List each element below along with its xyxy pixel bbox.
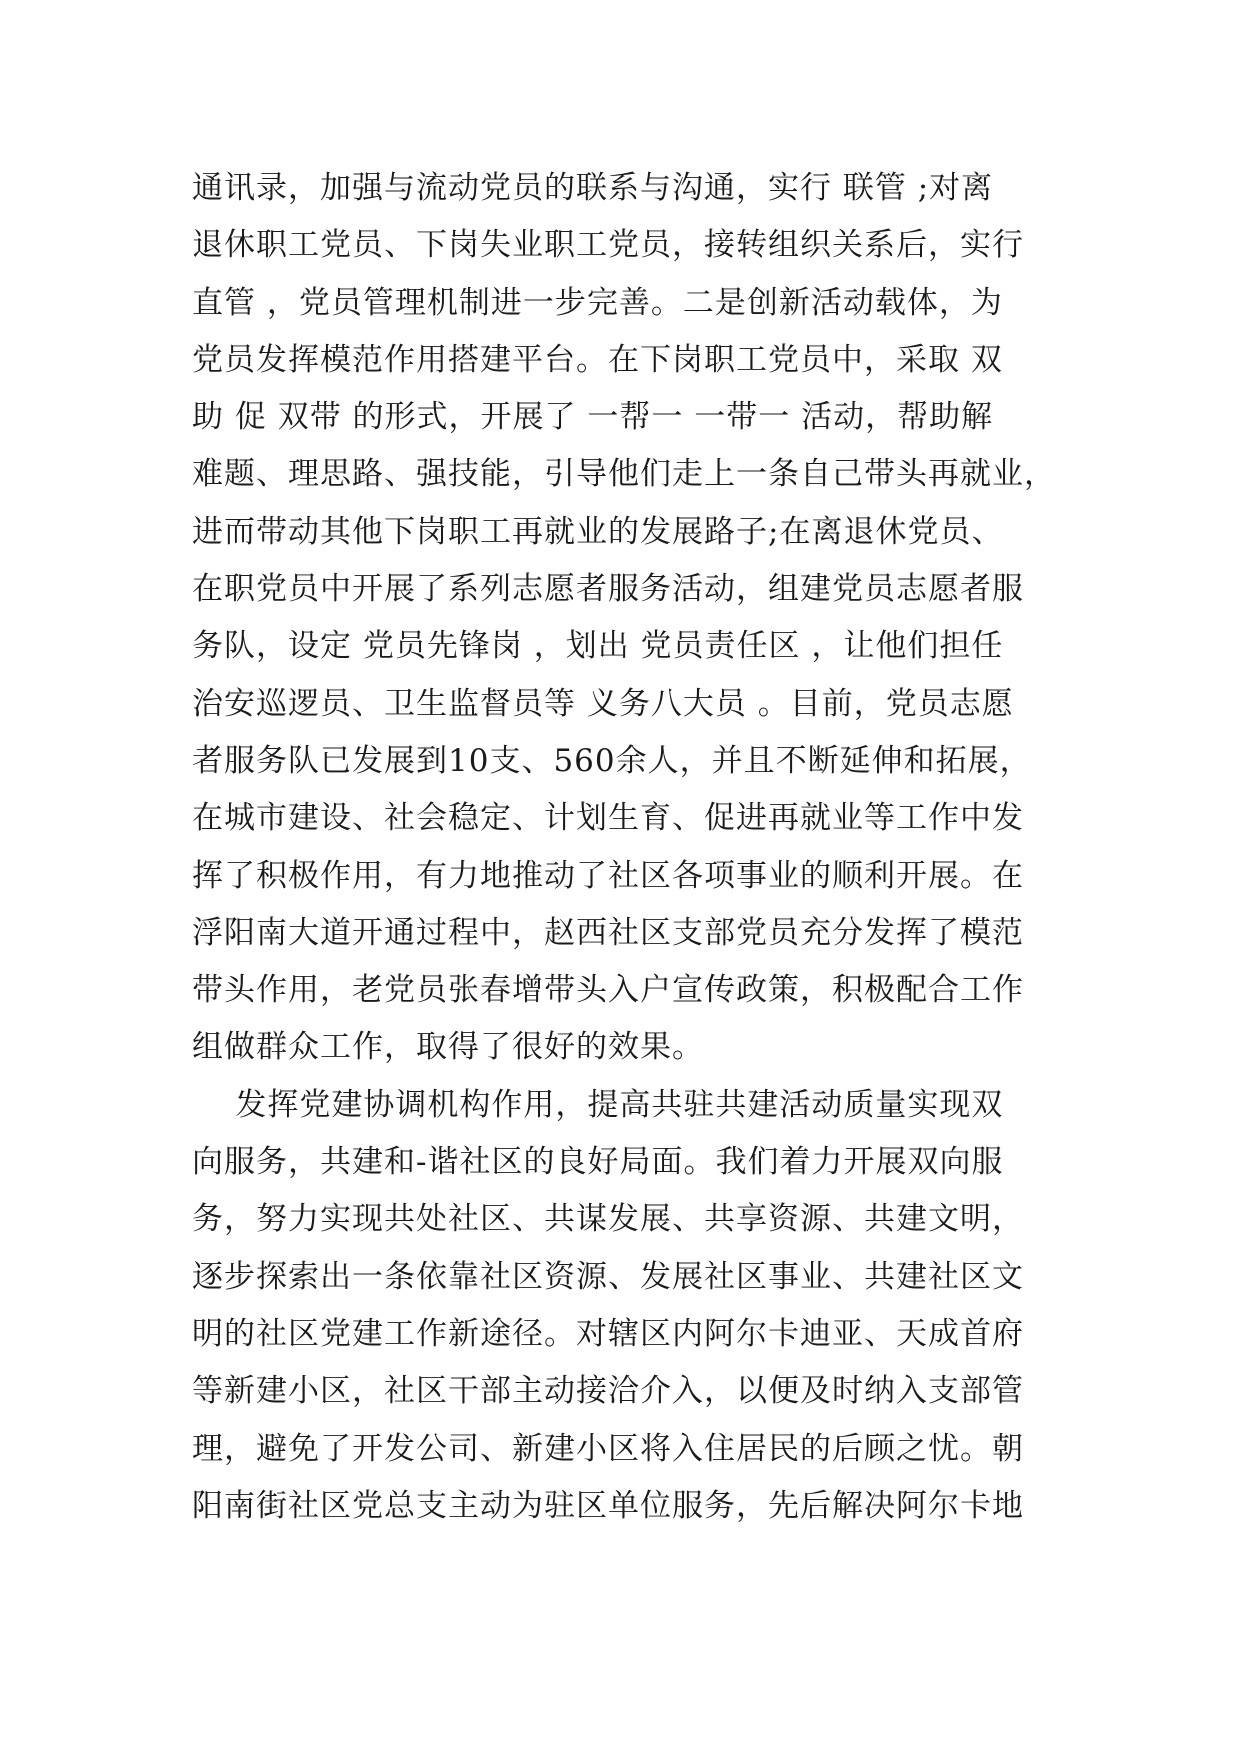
text-line: 者服务队已发展到10支、560余人，并且不断延伸和拓展， [192,742,1032,779]
text-line: 明的社区党建工作新途径。对辖区内阿尔卡迪亚、天成首府 [192,1315,1024,1352]
text-line: 进而带动其他下岗职工再就业的发展路子;在离退休党员、 [192,513,1004,550]
text-line: 难题、理思路、强技能，引导他们走上一条自己带头再就业， [192,456,1056,493]
text-line: 发挥党建协调机构作用，提高共驻共建活动质量实现双 [192,1086,1004,1123]
text-line: 党员发挥模范作用搭建平台。在下岗职工党员中，采取 双 [192,341,1003,378]
text-line: 务队，设定 党员先锋岗 ，划出 党员责任区 ，让他们担任 [192,628,1004,665]
text-line: 逐步探索出一条依靠社区资源、发展社区事业、共建社区文 [192,1258,1024,1295]
text-line: 等新建小区，社区干部主动接洽介入，以便及时纳入支部管 [192,1373,1024,1410]
text-line: 助 促 双带 的形式，开展了 一帮一 一带一 活动，帮助解 [192,399,994,436]
text-line: 治安巡逻员、卫生监督员等 义务八大员 。目前，党员志愿 [192,685,1014,722]
text-line: 直管 ，党员管理机制进一步完善。二是创新活动载体，为 [192,284,1003,321]
text-line: 挥了积极作用，有力地推动了社区各项事业的顺利开展。在 [192,857,1024,894]
text-line: 退休职工党员、下岗失业职工党员，接转组织关系后，实行 [192,227,1024,264]
text-line: 理，避免了开发公司、新建小区将入住居民的后顾之忧。朝 [192,1430,1024,1467]
text-line: 通讯录，加强与流动党员的联系与沟通，实行 联管 ;对离 [192,170,994,206]
text-line: 向服务，共建和-谐社区的良好局面。我们着力开展双向服 [192,1144,1004,1181]
text-line: 在职党员中开展了系列志愿者服务活动，组建党员志愿者服 [192,571,1024,608]
text-line: 在城市建设、社会稳定、计划生育、促进再就业等工作中发 [192,800,1024,837]
text-line: 带头作用，老党员张春增带头入户宣传政策，积极配合工作 [192,972,1024,1009]
text-line: 务，努力实现共处社区、共谋发展、共享资源、共建文明， [192,1201,1024,1238]
text-line: 阳南街社区党总支主动为驻区单位服务，先后解决阿尔卡地 [192,1487,1024,1524]
text-line: 浮阳南大道开通过程中，赵西社区支部党员充分发挥了模范 [192,914,1024,951]
text-line: 组做群众工作，取得了很好的效果。 [192,1029,704,1066]
body-text [192,160,1072,1535]
